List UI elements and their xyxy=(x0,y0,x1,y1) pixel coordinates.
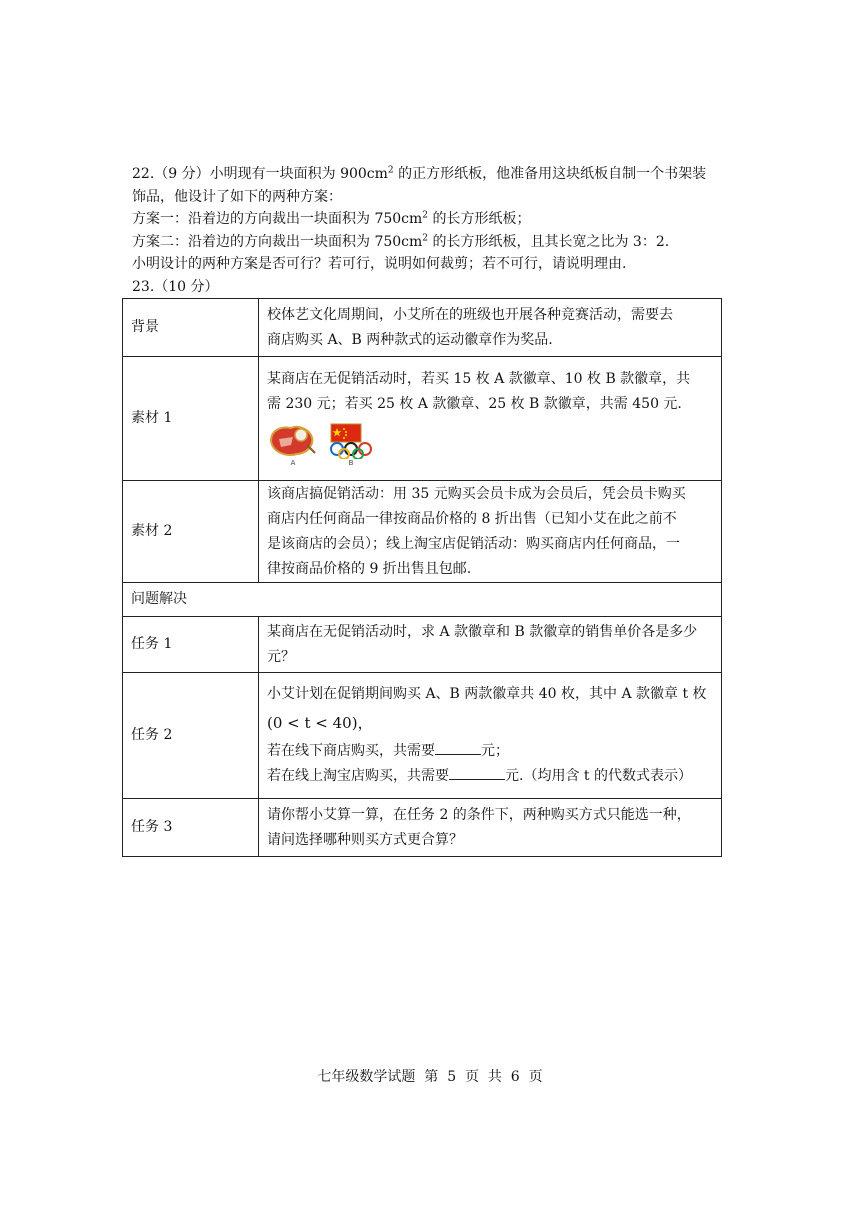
row-task-1 xyxy=(123,617,722,673)
content-material-1 xyxy=(259,357,722,481)
task2-line-3 xyxy=(267,739,713,764)
row-material-2 xyxy=(123,481,722,583)
row-problem-solving xyxy=(123,583,722,617)
q22-line-1 xyxy=(132,163,732,186)
question-22 xyxy=(132,163,732,298)
content-background xyxy=(259,299,722,357)
material2-line-2: 商店内任何商品一律按商品价格的 8 折出售（已知小艾在此之前不 xyxy=(267,510,677,527)
row-background xyxy=(123,299,722,357)
label-background: 背景 xyxy=(123,299,259,357)
task2-line-1: 小艾计划在促销期间购买 A、B 两款徽章共 40 枚，其中 A 款徽章 t 枚 xyxy=(267,686,707,702)
label-problem-solving: 问题解决 xyxy=(123,583,722,617)
q22-line-3 xyxy=(132,208,732,231)
q22-line-4 xyxy=(132,231,732,254)
row-task-3 xyxy=(123,799,722,857)
row-material-1 xyxy=(123,357,722,481)
medal-b-icon xyxy=(325,423,377,459)
task1-line-1: 某商店在无促销活动时，求 A 款徽章和 B 款徽章的销售单价各是多少 xyxy=(267,623,698,640)
q22-line-2: 饰品，他设计了如下的两种方案： xyxy=(132,188,342,205)
background-line-2: 商店购买 A、B 两种款式的运动徽章作为奖品. xyxy=(267,331,553,348)
q22-line-3b: 的长方形纸板； xyxy=(428,211,531,227)
answer-blank-online[interactable] xyxy=(449,765,505,780)
label-task-2: 任务 2 xyxy=(123,673,259,799)
medal-b-caption: B xyxy=(348,459,354,467)
superscript-2: 2 xyxy=(387,165,394,176)
superscript-2: 2 xyxy=(422,232,429,243)
task2-line-4a: 若在线上淘宝店购买，共需要 xyxy=(267,768,449,784)
task3-line-2: 请问选择哪种则买方式更合算？ xyxy=(267,831,463,848)
label-material-2: 素材 2 xyxy=(123,481,259,583)
content-material-2 xyxy=(259,481,722,583)
page-footer: 七年级数学试题 第 5 页 共 6 页 xyxy=(317,1069,543,1085)
medal-images xyxy=(267,423,713,468)
q23-table xyxy=(122,298,722,857)
label-material-1: 素材 1 xyxy=(123,357,259,481)
q22-line-4a: 方案二：沿着边的方向裁出一块面积为 750cm xyxy=(132,233,423,250)
label-task-3: 任务 3 xyxy=(123,799,259,857)
q22-line-1b: 的正方形纸板，他准备用这块纸板自制一个书架装 xyxy=(393,166,707,182)
task2-line-4b: 元.（均用含 t 的代数式表示） xyxy=(505,768,692,784)
material2-line-4: 律按商品价格的 9 折出售且包邮. xyxy=(267,560,472,577)
q22-line-5: 小明设计的两种方案是否可行？若可行，说明如何裁剪；若不可行，请说明理由. xyxy=(132,256,627,272)
task2-inequality: (0 < t < 40)， xyxy=(267,714,373,732)
superscript-2: 2 xyxy=(422,210,429,221)
label-task-1: 任务 1 xyxy=(123,617,259,673)
row-task-2 xyxy=(123,673,722,799)
background-line-1: 校体艺文化周期间，小艾所在的班级也开展各种竞赛活动，需要去 xyxy=(267,306,673,323)
task1-line-2: 元？ xyxy=(267,648,295,665)
material2-line-1: 该商店搞促销活动：用 35 元购买会员卡成为会员后，凭会员卡购买 xyxy=(267,485,686,502)
task2-line-3b: 元； xyxy=(481,743,509,759)
medal-a-caption: A xyxy=(290,459,296,467)
answer-blank-offline[interactable] xyxy=(435,740,481,755)
q22-line-3a: 方案一：沿着边的方向裁出一块面积为 750cm xyxy=(132,211,423,227)
q23-title: 23.（10 分） xyxy=(132,278,219,295)
material2-line-3: 是该商店的会员）；线上淘宝店促销活动：购买商店内任何商品，一 xyxy=(267,535,680,552)
medal-a-icon xyxy=(267,423,319,459)
content-task-1 xyxy=(259,617,722,673)
task3-line-1: 请你帮小艾算一算，在任务 2 的条件下，两种购买方式只能选一种， xyxy=(267,806,691,823)
content-task-2 xyxy=(259,673,722,799)
content-task-3 xyxy=(259,799,722,857)
medal-a xyxy=(267,423,319,468)
task2-line-4 xyxy=(267,764,713,789)
q22-line-1a: 22.（9 分）小明现有一块面积为 900cm xyxy=(132,166,388,182)
material1-line-1: 某商店在无促销活动时，若买 15 枚 A 款徽章、10 枚 B 款徽章，共 xyxy=(267,371,691,387)
task2-line-3a: 若在线下商店购买，共需要 xyxy=(267,743,435,759)
material1-line-2: 需 230 元；若买 25 枚 A 款徽章、25 枚 B 款徽章，共需 450 元. xyxy=(267,396,682,412)
q22-line-4b: 的长方形纸板，且其长宽之比为 3：2. xyxy=(428,233,670,250)
medal-b xyxy=(325,423,377,468)
